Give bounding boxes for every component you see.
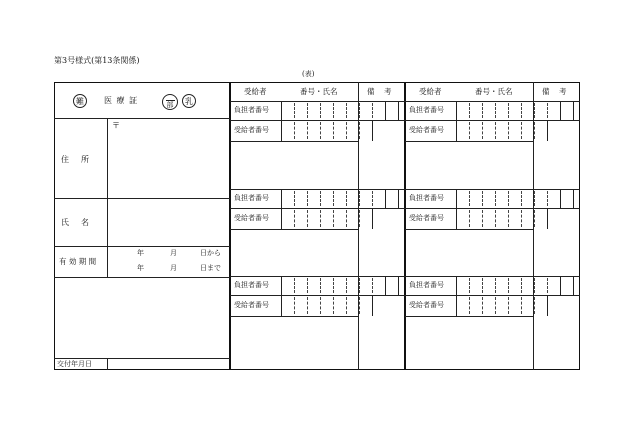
digit-box-divider xyxy=(320,278,321,293)
header-recipient: 受給者 xyxy=(419,87,442,96)
digit-box-divider xyxy=(372,278,373,293)
digit-box-divider xyxy=(547,278,548,293)
block-row-divider xyxy=(230,295,405,296)
block-row-divider xyxy=(230,120,405,121)
difficulty-badge-icon: 難 xyxy=(73,94,87,108)
validity-from-day: 日から xyxy=(200,249,221,257)
digit-box-divider xyxy=(495,278,496,293)
recipient-number-label: 受給者番号 xyxy=(234,126,269,134)
burden-number-label: 負担者番号 xyxy=(234,194,269,202)
digit-box-divider xyxy=(320,297,321,314)
recipient-number-label: 受給者番号 xyxy=(234,214,269,222)
digit-box-divider xyxy=(333,191,334,206)
digit-box-divider xyxy=(294,122,295,139)
digit-box-divider xyxy=(294,103,295,118)
digit-box-divider xyxy=(294,191,295,206)
digit-box-divider xyxy=(521,297,522,314)
digit-box-edge xyxy=(281,120,282,141)
digit-box-divider xyxy=(469,278,470,293)
digit-box-divider xyxy=(508,297,509,314)
digit-box-divider xyxy=(521,122,522,139)
digit-box-divider xyxy=(482,191,483,206)
digit-box-divider xyxy=(495,210,496,227)
burden-number-label: 負担者番号 xyxy=(409,106,444,114)
panel-header-divider xyxy=(230,101,405,102)
block-row-divider xyxy=(405,316,533,317)
block-separator xyxy=(405,276,580,277)
digit-box-divider xyxy=(320,122,321,139)
digit-box-divider xyxy=(547,191,548,206)
header-recipient: 受給者 xyxy=(244,87,267,96)
digit-box-divider xyxy=(482,210,483,227)
digit-box-edge xyxy=(547,295,548,316)
digit-box-divider xyxy=(521,210,522,227)
digit-box-divider xyxy=(320,210,321,227)
recipient-number-label: 受給者番号 xyxy=(409,301,444,309)
digit-box-divider xyxy=(482,103,483,118)
digit-box-divider xyxy=(534,103,535,118)
header-remarks: 備 考 xyxy=(542,87,568,96)
digit-box-divider xyxy=(521,191,522,206)
digit-box-divider xyxy=(482,122,483,139)
digit-box-divider xyxy=(307,122,308,139)
digit-box-divider xyxy=(469,297,470,314)
burden-number-label: 負担者番号 xyxy=(409,194,444,202)
digit-box-edge xyxy=(281,101,282,120)
digit-box-divider xyxy=(346,297,347,314)
digit-box-divider xyxy=(495,191,496,206)
digit-box-divider xyxy=(307,278,308,293)
block-row-divider xyxy=(405,295,580,296)
block-row-divider xyxy=(230,141,358,142)
recipient-number-label: 受給者番号 xyxy=(234,301,269,309)
card-label-divider xyxy=(107,358,108,370)
digit-box-divider xyxy=(294,278,295,293)
digit-box-edge xyxy=(372,295,373,316)
digit-box-edge xyxy=(385,101,386,120)
block-separator xyxy=(230,276,405,277)
digit-box-divider xyxy=(469,210,470,227)
recipient-number-label: 受給者番号 xyxy=(409,214,444,222)
digit-box-edge xyxy=(456,189,457,208)
recipient-number-label: 受給者番号 xyxy=(409,126,444,134)
card-label-divider xyxy=(107,118,108,277)
header-number-name: 番号・氏名 xyxy=(475,87,513,96)
digit-box-edge xyxy=(398,276,399,295)
digit-box-divider xyxy=(307,103,308,118)
digit-box-edge xyxy=(573,101,574,120)
digit-box-divider xyxy=(359,103,360,118)
digit-box-edge xyxy=(372,120,373,141)
block-separator xyxy=(230,189,405,190)
digit-box-edge xyxy=(456,101,457,120)
digit-box-divider xyxy=(294,210,295,227)
header-number-name: 番号・氏名 xyxy=(300,87,338,96)
validity-label: 有 効 期 間 xyxy=(59,257,97,266)
postal-mark: 〒 xyxy=(112,121,120,130)
card-divider xyxy=(54,118,230,119)
digit-box-edge xyxy=(456,295,457,316)
digit-box-divider xyxy=(534,122,535,139)
digit-box-edge xyxy=(385,276,386,295)
digit-box-divider xyxy=(346,122,347,139)
digit-box-divider xyxy=(346,103,347,118)
block-row-divider xyxy=(405,120,580,121)
digit-box-divider xyxy=(495,122,496,139)
form-title: 第3号様式(第13条関係) xyxy=(54,56,140,65)
block-row-divider xyxy=(405,208,580,209)
validity-from-year: 年 xyxy=(137,249,144,257)
digit-box-divider xyxy=(508,191,509,206)
digit-box-divider xyxy=(495,103,496,118)
digit-box-divider xyxy=(333,297,334,314)
digit-box-edge xyxy=(573,276,574,295)
digit-box-edge xyxy=(398,189,399,208)
digit-box-divider xyxy=(359,210,360,227)
digit-box-divider xyxy=(307,210,308,227)
block-separator xyxy=(405,189,580,190)
digit-box-divider xyxy=(359,122,360,139)
digit-box-divider xyxy=(333,103,334,118)
digit-box-divider xyxy=(346,210,347,227)
digit-box-divider xyxy=(508,122,509,139)
card-title: 医 療 証 xyxy=(104,96,139,105)
digit-box-edge xyxy=(456,276,457,295)
block-row-divider xyxy=(230,316,358,317)
digit-box-edge xyxy=(456,208,457,229)
digit-box-edge xyxy=(372,208,373,229)
digit-box-divider xyxy=(508,278,509,293)
infant-badge-icon: 乳 xyxy=(182,94,196,108)
digit-box-divider xyxy=(320,103,321,118)
digit-box-divider xyxy=(534,191,535,206)
validity-to-day: 日まで xyxy=(200,264,221,272)
digit-box-divider xyxy=(333,122,334,139)
digit-box-divider xyxy=(359,278,360,293)
side-label: (表) xyxy=(302,70,315,78)
digit-box-divider xyxy=(372,191,373,206)
digit-box-divider xyxy=(508,210,509,227)
digit-box-divider xyxy=(495,297,496,314)
card-divider xyxy=(54,277,230,278)
digit-box-divider xyxy=(534,278,535,293)
address-label: 住 所 xyxy=(61,155,91,164)
digit-box-edge xyxy=(560,101,561,120)
digit-box-edge xyxy=(281,295,282,316)
digit-box-edge xyxy=(281,208,282,229)
digit-box-edge xyxy=(385,189,386,208)
digit-box-divider xyxy=(346,278,347,293)
block-row-divider xyxy=(230,208,405,209)
digit-box-divider xyxy=(508,103,509,118)
digit-box-divider xyxy=(346,191,347,206)
validity-from-month: 月 xyxy=(170,249,177,257)
digit-box-divider xyxy=(307,191,308,206)
block-row-divider xyxy=(405,141,533,142)
digit-box-divider xyxy=(359,191,360,206)
digit-box-edge xyxy=(456,120,457,141)
digit-box-divider xyxy=(333,278,334,293)
digit-box-divider xyxy=(482,297,483,314)
digit-box-divider xyxy=(521,103,522,118)
digit-box-divider xyxy=(372,103,373,118)
name-label: 氏 名 xyxy=(61,218,91,227)
card-divider xyxy=(54,358,230,359)
block-row-divider xyxy=(230,229,358,230)
digit-box-edge xyxy=(281,276,282,295)
digit-box-divider xyxy=(359,297,360,314)
card-divider xyxy=(54,198,230,199)
digit-box-divider xyxy=(294,297,295,314)
digit-box-edge xyxy=(547,208,548,229)
burden-number-label: 負担者番号 xyxy=(234,281,269,289)
validity-to-month: 月 xyxy=(170,264,177,272)
burden-number-label: 負担者番号 xyxy=(234,106,269,114)
digit-box-edge xyxy=(560,189,561,208)
digit-box-edge xyxy=(398,101,399,120)
digit-box-divider xyxy=(534,297,535,314)
digit-box-divider xyxy=(547,103,548,118)
department-seal-icon: 部 xyxy=(162,94,178,110)
panel-header-divider xyxy=(405,101,580,102)
card-divider xyxy=(54,246,230,247)
digit-box-divider xyxy=(307,297,308,314)
digit-box-divider xyxy=(469,122,470,139)
digit-box-edge xyxy=(560,276,561,295)
digit-box-edge xyxy=(547,120,548,141)
digit-box-divider xyxy=(469,191,470,206)
digit-box-divider xyxy=(469,103,470,118)
digit-box-edge xyxy=(573,189,574,208)
block-row-divider xyxy=(405,229,533,230)
header-remarks: 備 考 xyxy=(367,87,393,96)
digit-box-divider xyxy=(320,191,321,206)
validity-to-year: 年 xyxy=(137,264,144,272)
digit-box-divider xyxy=(521,278,522,293)
digit-box-divider xyxy=(482,278,483,293)
digit-box-edge xyxy=(281,189,282,208)
burden-number-label: 負担者番号 xyxy=(409,281,444,289)
issue-date-label: 交付年月日 xyxy=(57,360,92,368)
digit-box-divider xyxy=(534,210,535,227)
digit-box-divider xyxy=(333,210,334,227)
